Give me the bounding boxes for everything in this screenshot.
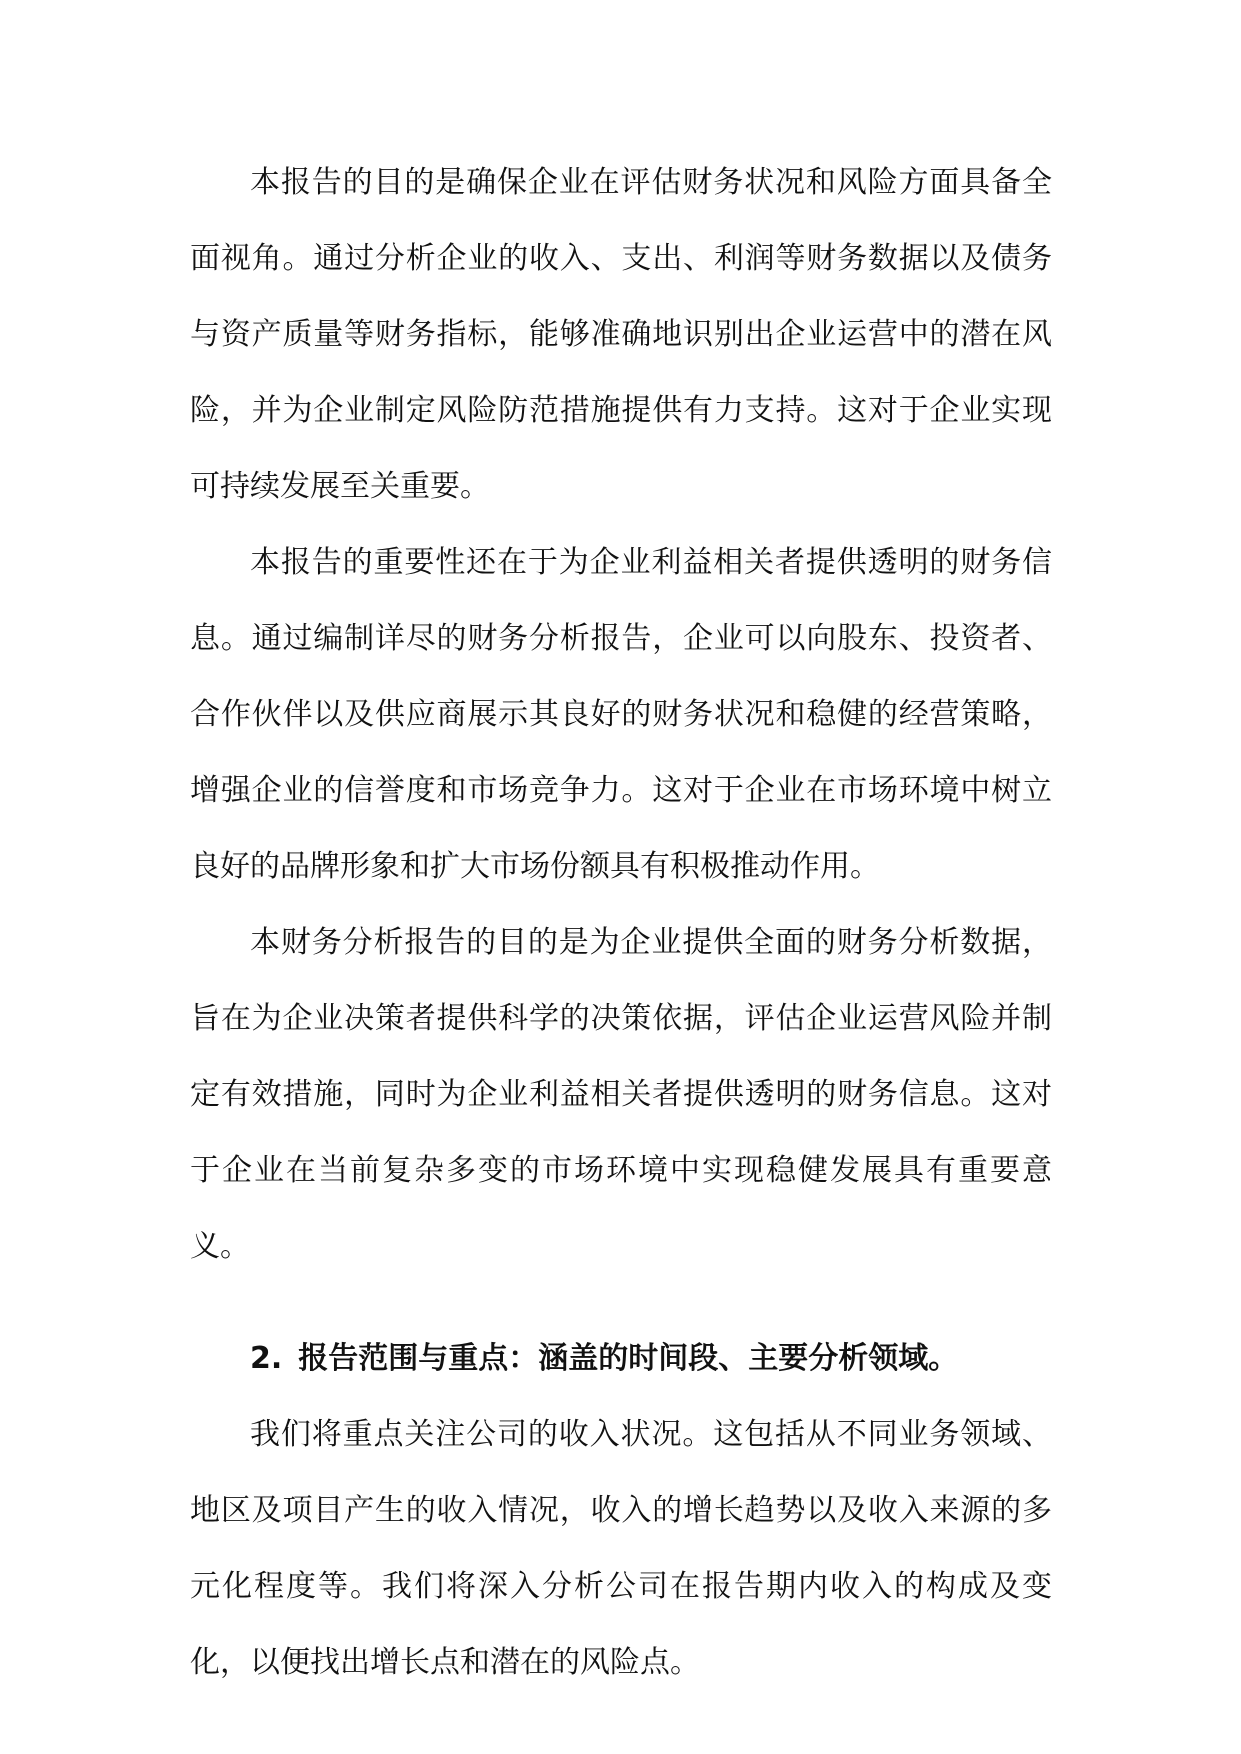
section-title: 报告范围与重点：涵盖的时间段、主要分析领域。 bbox=[298, 1341, 959, 1376]
paragraph-importance: 本报告的重要性还在于为企业利益相关者提供透明的财务信息。通过编制详尽的财务分析报告，企业可以向股东、投资者、合作伙伴以及供应商展示其良好的财务状况和稳健的经营策略，增强企业的信誉度和市场竞争力。这对于企业在市场环境中树立良好的品牌形象和扩大市场份额具有积极推动作用。 bbox=[190, 545, 1052, 884]
document-body bbox=[190, 145, 1052, 1701]
paragraph-summary: 本财务分析报告的目的是为企业提供全面的财务分析数据，旨在为企业决策者提供科学的决策依据，评估企业运营风险并制定有效措施，同时为企业利益相关者提供透明的财务信息。这对于企业在当前复杂多变的市场环境中实现稳健发展具有重要意义。 bbox=[190, 925, 1052, 1264]
paragraph-revenue-focus: 我们将重点关注公司的收入状况。这包括从不同业务领域、地区及项目产生的收入情况，收入的增长趋势以及收入来源的多元化程度等。我们将深入分析公司在报告期内收入的构成及变化，以便找出增长点和潜在的风险点。 bbox=[190, 1417, 1052, 1680]
section-heading bbox=[190, 1321, 1052, 1397]
paragraph-purpose: 本报告的目的是确保企业在评估财务状况和风险方面具备全面视角。通过分析企业的收入、支出、利润等财务数据以及债务与资产质量等财务指标，能够准确地识别出企业运营中的潜在风险，并为企业制定风险防范措施提供有力支持。这对于企业实现可持续发展至关重要。 bbox=[190, 165, 1052, 504]
section-number: 2. bbox=[250, 1341, 283, 1376]
